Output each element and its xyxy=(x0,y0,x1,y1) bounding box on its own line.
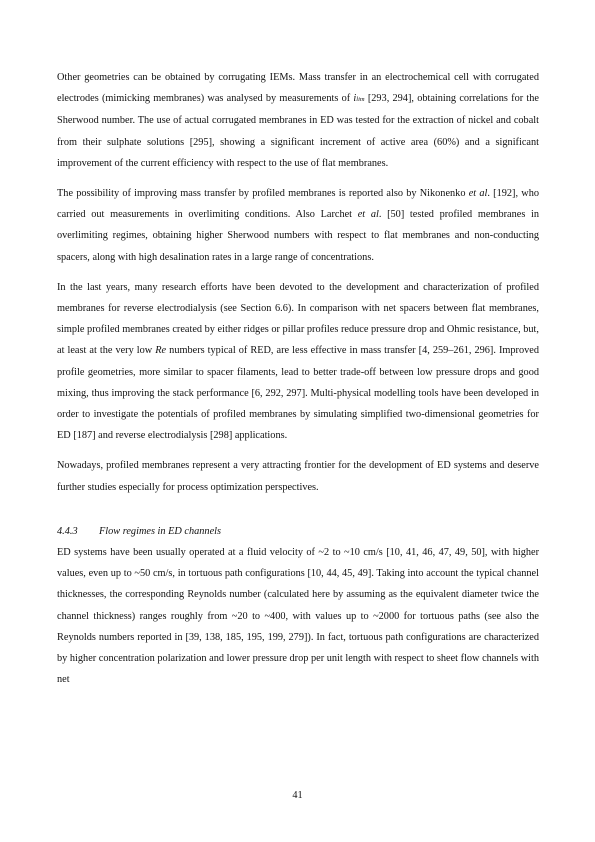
page-number: 41 xyxy=(292,790,303,801)
paragraph-red-profiled xyxy=(57,277,539,447)
paragraph-profiled-mass-transfer xyxy=(57,183,539,268)
text-span: numbers typical of RED, are less effective in mass transfer [4, 259–261, 296]. Improved profile geometries, more similar to spacer filaments, lead to better trade-off between low pressure drops and good mixing, thus improving the stack performance [6, 292, 297]. Multi-physical modelling tools have been developed in order to investigate the potentials of profiled membranes by simulating simplified two-dimensional geometries for ED [187] and reverse electrodialysis [298] applications. xyxy=(57,345,539,442)
page-body xyxy=(57,67,539,699)
paragraph-flow-regimes: ED systems have been usually operated at a fluid velocity of ~2 to ~10 cm/s [10, 41, 46, 47, 49, 50], with higher values, even up to ~50 cm/s, in tortuous path configurations [10, 44, 45, 49]. Taking into account the typical channel thicknesses, the corresponding Reynolds number (calculated here by assuming as the equivalent diameter twice the channel thickness) ranges roughly from ~20 to ~400, with values up to ~2000 for tortuous paths (see also the Reynolds numbers reported in [39, 138, 185, 195, 199, 279]). In fact, tortuous path configurations are characterized by higher concentration polarization and lower pressure drop per unit length with respect to sheet flow channels with net xyxy=(57,547,539,686)
section-heading xyxy=(57,521,539,542)
et-al: et al xyxy=(468,188,488,200)
section-title: Flow regimes in ED channels xyxy=(99,525,222,537)
re-symbol: Re xyxy=(155,345,167,357)
ilim-subscript: lim xyxy=(356,96,365,104)
text-span: . [192], who carried out measurements in overlimiting conditions. Also Larchet xyxy=(57,188,540,221)
paragraph-corrugated-iems xyxy=(57,67,539,174)
text-span: . [50] tested profiled membranes in overlimiting regimes, obtaining higher Sherwood numbers with respect to flat membranes and non-conducting spacers, along with high desalination rates in a large range of concentrations. xyxy=(57,209,540,263)
et-al: et al xyxy=(357,209,379,221)
text-span: [293, 294], obtaining correlations for the Sherwood number. The use of actual corrugated membranes in ED was tested for the extraction of nickel and cobalt from their sulphate solutions [295], showing a significant increment of active area (60%) and a significant improvement of the current efficiency with respect to the use of flat membranes. xyxy=(57,93,539,169)
section-number: 4.4.3 xyxy=(57,525,78,537)
paragraph-nowadays: Nowadays, profiled membranes represent a very attracting frontier for the development of ED systems and deserve further studies especially for process optimization perspectives. xyxy=(57,460,539,493)
ilim-symbol: i xyxy=(353,93,357,105)
text-span: The possibility of improving mass transfer by profiled membranes is reported also by Nikonenko xyxy=(57,188,469,200)
text-span: Other geometries can be obtained by corrugating IEMs. Mass transfer in an electrochemical cell with corrugated electrodes (mimicking membranes) was analysed by measurements of xyxy=(57,72,539,105)
text-span: In the last years, many research efforts have been devoted to the development and characterization of profiled membranes for reverse electrodialysis (see Section 6.6). In comparison with net spacers between flat membranes, simple profiled membranes created by either ridges or pillar profiles reduce pressure drop and Ohmic resistance, but, at least at the very low xyxy=(57,281,539,357)
